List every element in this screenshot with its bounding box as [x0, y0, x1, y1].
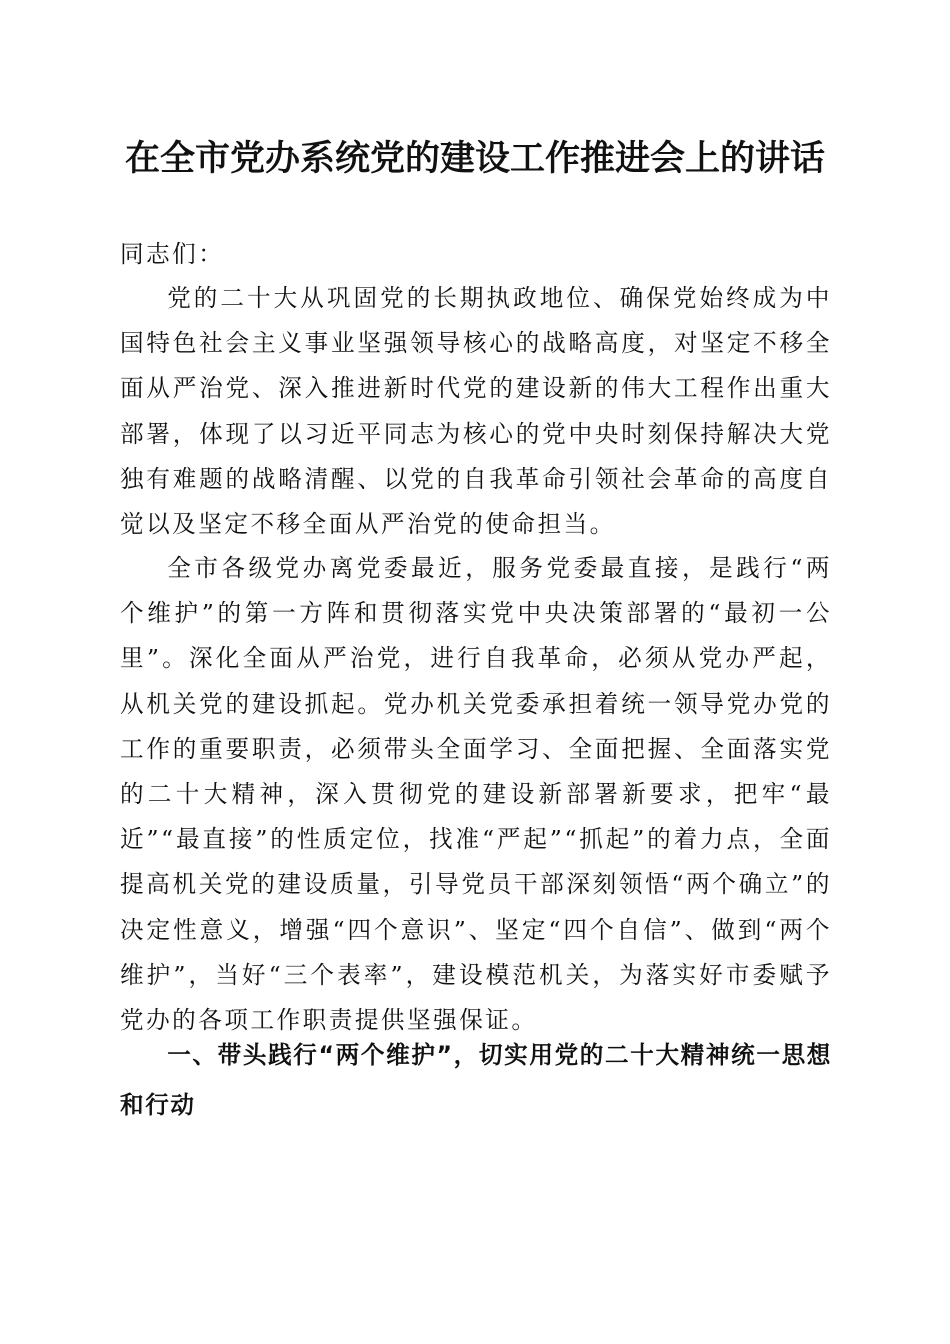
document-title: 在全市党办系统党的建设工作推进会上的讲话 [124, 138, 825, 179]
section-heading: 一、带头践行“两个维护”，切实用党的二十大精神统一思想和行动 [120, 1041, 832, 1119]
paragraph-1: 党的二十大从巩固党的长期执政地位、确保党始终成为中国特色社会主义事业坚强领导核心的战略高度，对坚定不移全面从严治党、深入推进新时代党的建设新的伟大工程作出重大部署，体现了以习近平同志为核心的党中央时刻保持解决大党独有难题的战略清醒、以党的自我革命引领社会革命的高度自觉以及坚定不移全面从严治党的使命担当。 [120, 284, 832, 539]
paragraph-2: 全市各级党办离党委最近，服务党委最直接，是践行“两个维护”的第一方阵和贯彻落实党中央决策部署的“最初一公里”。深化全面从严治党，进行自我革命，必须从党办严起，从机关党的建设抓起。党办机关党委承担着统一领导党办党的工作的重要职责，必须带头全面学习、全面把握、全面落实党的二十大精神，深入贯彻党的建设新部署新要求，把牢“最近”“最直接”的性质定位，找准“严起”“抓起”的着力点，全面提高机关党的建设质量，引导党员干部深刻领悟“两个确立”的决定性意义，增强“四个意识”、坚定“四个自信”、做到“两个维护”，当好“三个表率”，建设模范机关，为落实好市委赋予党办的各项工作职责提供坚强保证。 [120, 554, 832, 1035]
salutation: 同志们： [120, 240, 225, 268]
